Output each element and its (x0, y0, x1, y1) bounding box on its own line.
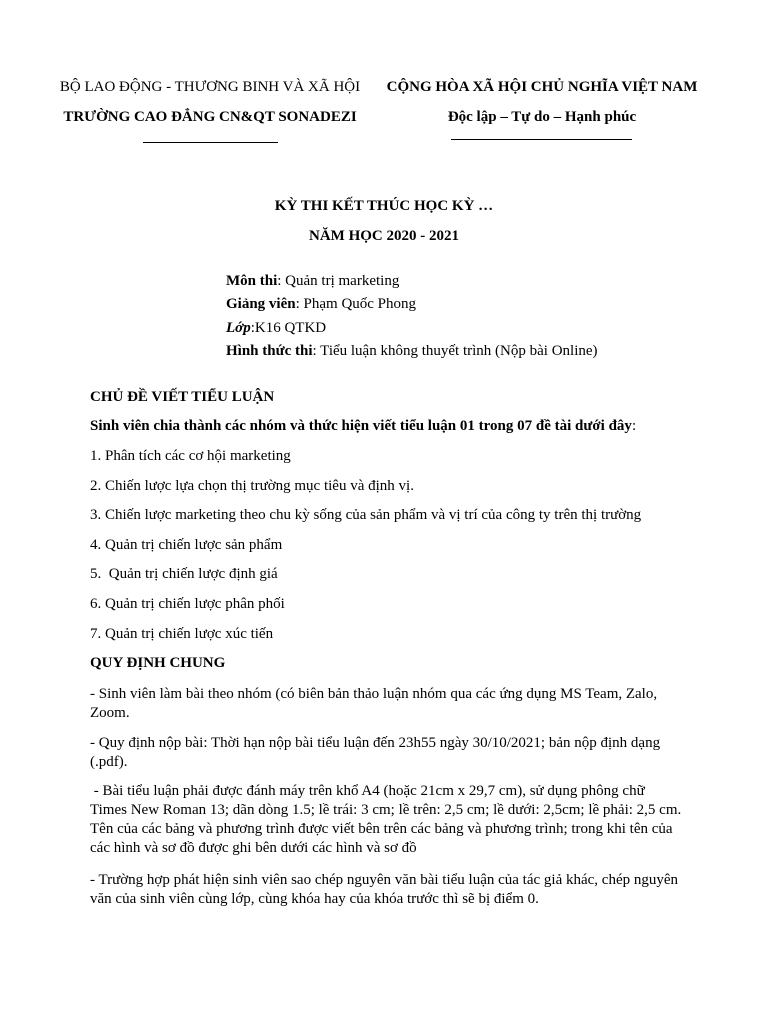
topics-intro (90, 418, 636, 435)
exam-title: KỲ THI KẾT THÚC HỌC KỲ … (274, 198, 494, 214)
topic-item: 3. Chiến lược marketing theo chu kỳ sống của sản phẩm và vị trí của công ty trên thị trường (90, 507, 642, 523)
subject-label: Môn thi (226, 273, 278, 289)
class-value: :K16 QTKD (250, 320, 327, 336)
format-value: : Tiểu luận không thuyết trình (Nộp bài Online) (312, 343, 598, 359)
ministry-name: BỘ LAO ĐỘNG - THƯƠNG BINH VÀ XÃ HỘI (59, 79, 361, 95)
topics-heading: CHỦ ĐỀ VIẾT TIỂU LUẬN (90, 389, 275, 405)
subject-value: : Quản trị marketing (277, 273, 400, 289)
rule-item: - Quy định nộp bài: Thời hạn nộp bài tiểu luận đến 23h55 ngày 30/10/2021; bản nộp định dạng (.pdf). (90, 735, 661, 770)
rule-item: - Bài tiểu luận phải được đánh máy trên khổ A4 (hoặc 21cm x 29,7 cm), sử dụng phông chữ Times New Roman 13; dãn dòng 1.5; lề trái: 3 cm; lề trên: 2,5 cm; lề dưới: 2,5cm; lề phải: 2,5 cm. Tên của các bảng và phương trình được viết bên trên các bảng và phương trình; trong khi tên của các hình và sơ đồ được ghi bên dưới các hình và sơ đồ (90, 783, 685, 856)
topic-item: 2. Chiến lược lựa chọn thị trường mục tiêu và định vị. (90, 478, 414, 494)
topics-intro-colon: : (631, 418, 637, 434)
teacher-value: : Phạm Quốc Phong (295, 296, 417, 312)
rule-item: - Sinh viên làm bài theo nhóm (có biên bản thảo luận nhóm qua các ứng dụng MS Team, Zalo, Zoom. (90, 686, 658, 721)
format-line (226, 343, 598, 360)
topic-item: 4. Quản trị chiến lược sản phẩm (90, 537, 283, 553)
format-label: Hình thức thi (226, 343, 313, 359)
subject-line (226, 273, 399, 290)
teacher-label: Giảng viên (226, 296, 296, 312)
teacher-line (226, 296, 416, 313)
topic-item: 6. Quản trị chiến lược phân phối (90, 596, 285, 612)
class-label: Lớp (226, 320, 251, 336)
left-underline (143, 142, 278, 143)
topics-intro-text: Sinh viên chia thành các nhóm và thức hiện viết tiểu luận 01 trong 07 đề tài dưới đây (90, 418, 632, 434)
exam-year: NĂM HỌC 2020 - 2021 (309, 228, 459, 244)
country-name: CỘNG HÒA XÃ HỘI CHỦ NGHĨA VIỆT NAM (386, 79, 698, 95)
topic-item: 1. Phân tích các cơ hội marketing (90, 448, 291, 464)
rules-heading: QUY ĐỊNH CHUNG (90, 655, 226, 671)
rule-item: - Trường hợp phát hiện sinh viên sao chép nguyên văn bài tiểu luận của tác giả khác, chép nguyên văn của sinh viên cùng lớp, cùng khóa hay của khóa trước thì sẽ bị điểm 0. (90, 872, 679, 907)
topic-item: 5. Quản trị chiến lược định giá (90, 566, 278, 582)
right-underline (451, 139, 632, 140)
country-motto: Độc lập – Tự do – Hạnh phúc (447, 109, 637, 125)
topic-item: 7. Quản trị chiến lược xúc tiến (90, 626, 274, 642)
class-line (226, 320, 326, 337)
school-name: TRƯỜNG CAO ĐẲNG CN&QT SONADEZI (63, 109, 357, 125)
